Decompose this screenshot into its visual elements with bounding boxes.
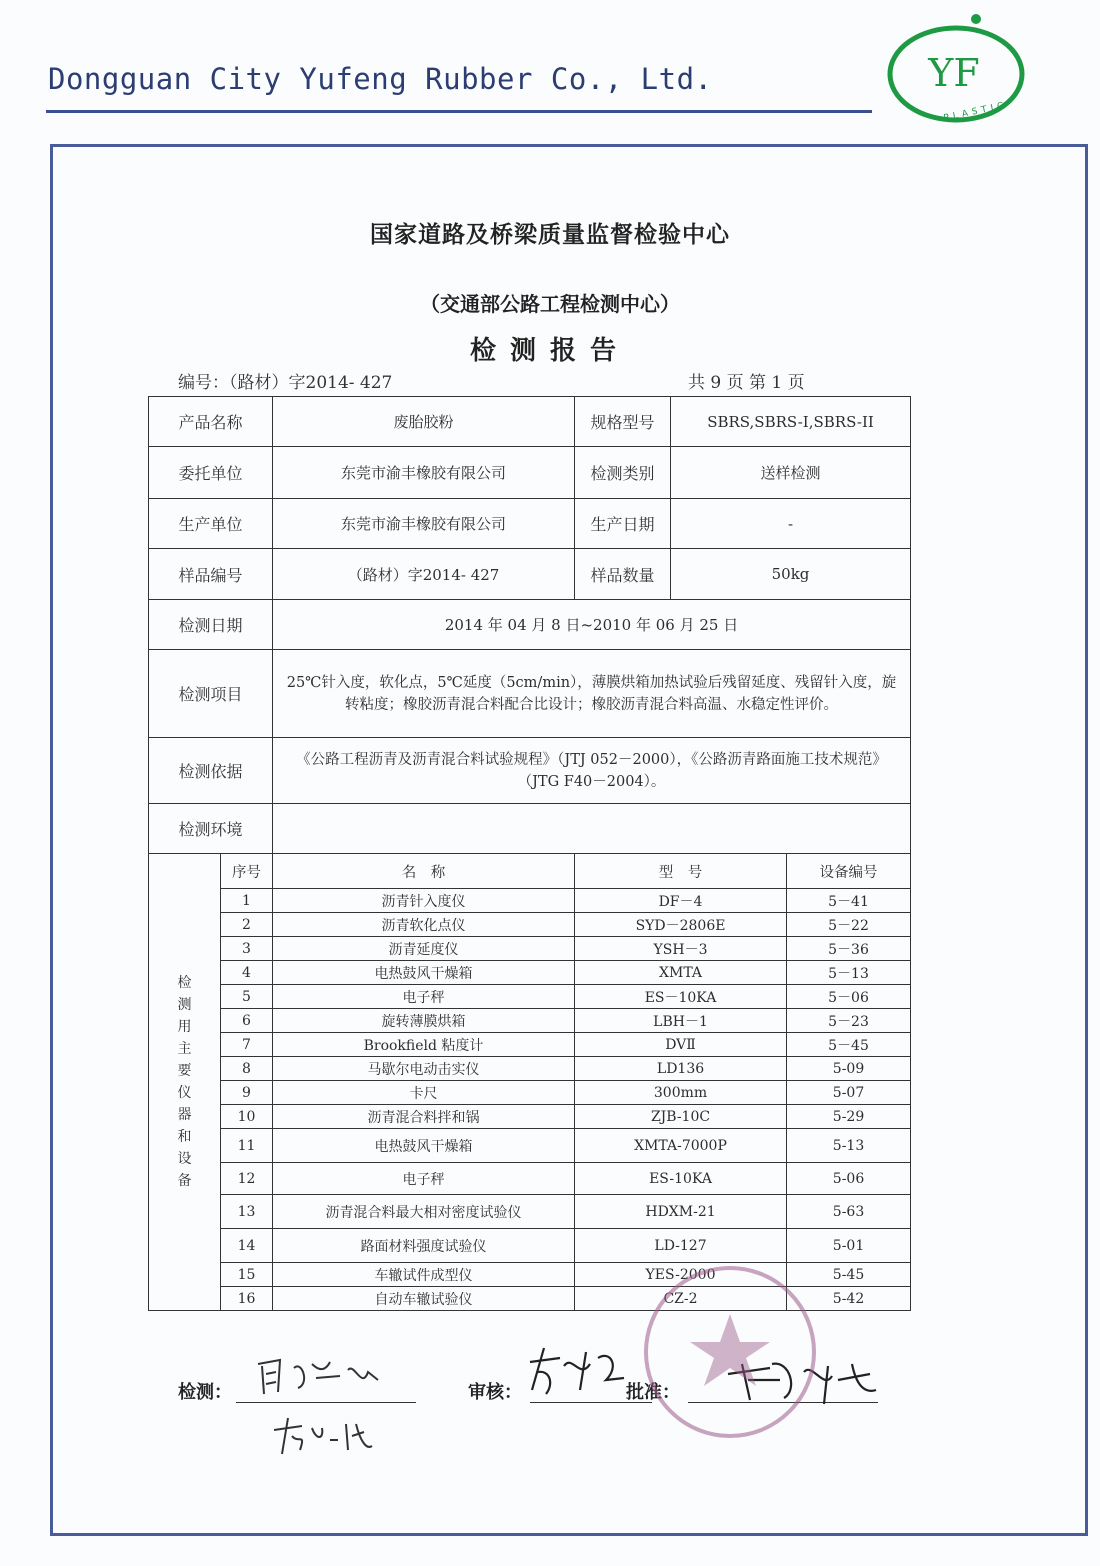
equipment-name: Brookfield 粘度计 [273, 1033, 575, 1057]
tester-line [236, 1402, 416, 1403]
equipment-row [149, 1163, 911, 1195]
reviewer-label: 审核： [468, 1382, 522, 1403]
col-index-header: 序号 [221, 854, 273, 889]
equipment-model: DVⅡ [575, 1033, 787, 1057]
spec-value: SBRS,SBRS-I,SBRS-II [671, 397, 911, 447]
equipment-model: 300mm [575, 1081, 787, 1105]
equipment-index: 14 [221, 1229, 273, 1263]
side-label-char: 测 [177, 997, 192, 1013]
logo-text: YF [928, 51, 980, 95]
equipment-header-row [149, 854, 911, 889]
logo-subtext: PLASTIC [942, 100, 1009, 124]
report-number: 编号：（路材）字2014- 427 [178, 373, 393, 393]
report-table [148, 396, 911, 1311]
side-label-char: 主 [177, 1041, 192, 1057]
equipment-row [149, 937, 911, 961]
producer-value: 东莞市渝丰橡胶有限公司 [273, 499, 575, 549]
company-name: Dongguan City Yufeng Rubber Co., Ltd. [48, 62, 713, 96]
equipment-row [149, 889, 911, 913]
equipment-section [149, 854, 911, 1311]
row-basis [149, 738, 911, 804]
qty-label: 样品数量 [575, 549, 671, 600]
yf-logo [884, 14, 1040, 126]
side-label-char: 和 [177, 1129, 192, 1145]
client-value: 东莞市渝丰橡胶有限公司 [273, 447, 575, 499]
equipment-model: ES-10KA [575, 1163, 787, 1195]
equipment-index: 15 [221, 1263, 273, 1287]
equipment-row [149, 1057, 911, 1081]
equipment-name: 沥青针入度仪 [273, 889, 575, 913]
side-label-char: 用 [177, 1019, 192, 1035]
client-label: 委托单位 [149, 447, 273, 499]
equipment-side-label [149, 854, 221, 1311]
tester-signature [250, 1350, 400, 1400]
equipment-name: 路面材料强度试验仪 [273, 1229, 575, 1263]
equipment-code: 5-63 [787, 1195, 911, 1229]
col-model-header: 型 号 [575, 854, 787, 889]
equipment-name: 旋转薄膜烘箱 [273, 1009, 575, 1033]
equipment-model: XMTA [575, 961, 787, 985]
sample-no-value: （路材）字2014- 427 [273, 549, 575, 600]
side-label-char: 设 [177, 1151, 192, 1167]
side-label-char: 仪 [177, 1085, 192, 1101]
equipment-row [149, 913, 911, 937]
equipment-row [149, 1105, 911, 1129]
equipment-index: 9 [221, 1081, 273, 1105]
equipment-code: 5-01 [787, 1229, 911, 1263]
equipment-name: 沥青软化点仪 [273, 913, 575, 937]
spec-label: 规格型号 [575, 397, 671, 447]
product-value: 废胎胶粉 [273, 397, 575, 447]
equipment-model: LD-127 [575, 1229, 787, 1263]
row-product [149, 397, 911, 447]
side-label-char: 检 [177, 975, 192, 991]
equipment-code: 5-06 [787, 1163, 911, 1195]
col-code-header: 设备编号 [787, 854, 911, 889]
equipment-code: 5－23 [787, 1009, 911, 1033]
equipment-name: 电热鼓风干燥箱 [273, 961, 575, 985]
equipment-index: 1 [221, 889, 273, 913]
equipment-code: 5-42 [787, 1287, 911, 1311]
equipment-name: 沥青延度仪 [273, 937, 575, 961]
equipment-name: 电热鼓风干燥箱 [273, 1129, 575, 1163]
equipment-index: 12 [221, 1163, 273, 1195]
tester-label: 检测： [178, 1382, 232, 1403]
row-date [149, 600, 911, 650]
equipment-row [149, 1129, 911, 1163]
equipment-model: ZJB-10C [575, 1105, 787, 1129]
equipment-row [149, 985, 911, 1009]
equipment-code: 5－45 [787, 1033, 911, 1057]
equipment-code: 5－36 [787, 937, 911, 961]
equipment-code: 5-09 [787, 1057, 911, 1081]
equipment-model: YSH－3 [575, 937, 787, 961]
items-label: 检测项目 [149, 650, 273, 738]
approver-label: 批准： [626, 1382, 680, 1403]
equipment-model: XMTA-7000P [575, 1129, 787, 1163]
prod-date-value: - [671, 499, 911, 549]
equipment-index: 5 [221, 985, 273, 1009]
report-institution: 国家道路及桥梁质量监督检验中心 [370, 222, 730, 248]
equipment-row [149, 1033, 911, 1057]
prod-date-label: 生产日期 [575, 499, 671, 549]
side-label-char: 要 [177, 1063, 192, 1079]
tester-signature-2 [268, 1410, 378, 1460]
equipment-model: HDXM-21 [575, 1195, 787, 1229]
equipment-code: 5－06 [787, 985, 911, 1009]
row-env [149, 804, 911, 854]
env-label: 检测环境 [149, 804, 273, 854]
equipment-model: CZ-2 [575, 1287, 787, 1311]
equipment-name: 马歇尔电动击实仪 [273, 1057, 575, 1081]
reviewer-signature [520, 1340, 640, 1400]
sample-no-label: 样品编号 [149, 549, 273, 600]
equipment-index: 16 [221, 1287, 273, 1311]
basis-label: 检测依据 [149, 738, 273, 804]
equipment-index: 4 [221, 961, 273, 985]
equipment-code: 5-29 [787, 1105, 911, 1129]
equipment-index: 7 [221, 1033, 273, 1057]
equipment-model: LD136 [575, 1057, 787, 1081]
equipment-name: 卡尺 [273, 1081, 575, 1105]
equipment-name: 电子秤 [273, 985, 575, 1009]
equipment-row [149, 961, 911, 985]
row-client [149, 447, 911, 499]
equipment-row [149, 1009, 911, 1033]
equipment-row [149, 1081, 911, 1105]
equipment-index: 13 [221, 1195, 273, 1229]
report-subtitle: （交通部公路工程检测中心） [420, 292, 680, 316]
side-label-char: 器 [177, 1107, 192, 1123]
report-doc-title: 检测报告 [469, 336, 630, 366]
header-rule [46, 110, 872, 113]
equipment-model: ES－10KA [575, 985, 787, 1009]
equipment-name: 车辙试件成型仪 [273, 1263, 575, 1287]
qty-value: 50kg [671, 549, 911, 600]
row-sample [149, 549, 911, 600]
basis-value: 《公路工程沥青及沥青混合料试验规程》（JTJ 052－2000），《公路沥青路面施工技术规范》（JTG F40－2004）。 [273, 738, 911, 804]
equipment-name: 沥青混合料最大相对密度试验仪 [273, 1195, 575, 1229]
equipment-model: SYD－2806E [575, 913, 787, 937]
equipment-index: 10 [221, 1105, 273, 1129]
equipment-model: YES-2000 [575, 1263, 787, 1287]
row-producer [149, 499, 911, 549]
category-value: 送样检测 [671, 447, 911, 499]
equipment-index: 11 [221, 1129, 273, 1163]
equipment-code: 5－13 [787, 961, 911, 985]
equipment-model: LBH－1 [575, 1009, 787, 1033]
equipment-index: 8 [221, 1057, 273, 1081]
equipment-row [149, 1195, 911, 1229]
equipment-code: 5－22 [787, 913, 911, 937]
equipment-code: 5－41 [787, 889, 911, 913]
official-seal [630, 1262, 830, 1442]
page-count: 共 9 页 第 1 页 [688, 373, 805, 393]
equipment-code: 5-45 [787, 1263, 911, 1287]
date-label: 检测日期 [149, 600, 273, 650]
col-name-header: 名 称 [273, 854, 575, 889]
equipment-name: 自动车辙试验仪 [273, 1287, 575, 1311]
producer-label: 生产单位 [149, 499, 273, 549]
equipment-index: 6 [221, 1009, 273, 1033]
equipment-code: 5-07 [787, 1081, 911, 1105]
date-value: 2014 年 04 月 8 日~2010 年 06 月 25 日 [273, 600, 911, 650]
equipment-index: 3 [221, 937, 273, 961]
equipment-name: 电子秤 [273, 1163, 575, 1195]
product-label: 产品名称 [149, 397, 273, 447]
equipment-code: 5-13 [787, 1129, 911, 1163]
category-label: 检测类别 [575, 447, 671, 499]
env-value [273, 804, 911, 854]
side-label-char: 备 [177, 1173, 192, 1189]
equipment-name: 沥青混合料拌和锅 [273, 1105, 575, 1129]
items-value: 25℃针入度，软化点，5℃延度（5cm/min），薄膜烘箱加热试验后残留延度、残留针入度，旋转粘度；橡胶沥青混合料配合比设计；橡胶沥青混合料高温、水稳定性评价。 [273, 650, 911, 738]
equipment-row [149, 1229, 911, 1263]
row-items [149, 650, 911, 738]
equipment-model: DF－4 [575, 889, 787, 913]
equipment-index: 2 [221, 913, 273, 937]
